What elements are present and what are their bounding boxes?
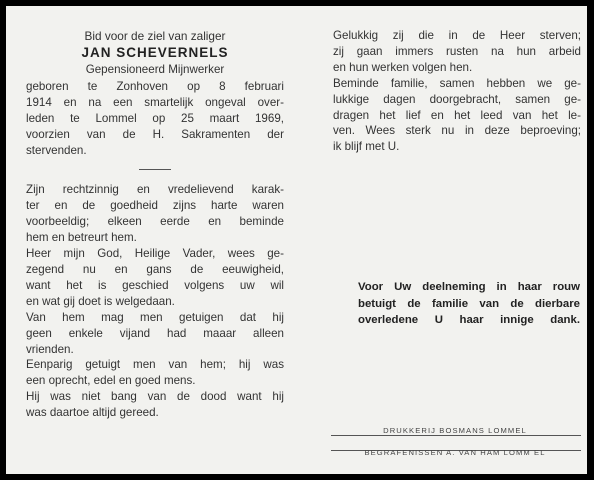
undertaker-credit: BEGRAFENISSEN A. VAN HAM LOMM EL <box>364 448 546 457</box>
deceased-name: JAN SCHEVERNELS <box>81 45 229 60</box>
prayer-heading: Bid voor de ziel van zaliger <box>84 29 226 43</box>
body-line: Heer mijn God, Heilige Vader, wees ge- <box>26 247 284 261</box>
thanks-line: overledene U haar innige dank. <box>358 314 580 326</box>
bio-line: 1914 en na een smartelijk ongeval over- <box>26 95 284 109</box>
body-line: een oprecht, edel en goed mens. <box>26 374 196 388</box>
divider <box>139 169 171 170</box>
body-line: Van hem mag men getuigen dat hij <box>26 310 284 324</box>
thanks-block <box>358 279 580 329</box>
body-line: geen enkele vijand had maaar alleen <box>26 326 284 340</box>
body-line: en hun werken volgen hen. <box>333 60 473 74</box>
bio-line: stervenden. <box>26 143 87 157</box>
body-line: zegend nu en gans de eeuwigheid, <box>26 262 284 276</box>
body-line: zij gaan immers rusten na hun arbeid <box>333 44 581 58</box>
body-line: want het is geschied volgens uw wil <box>26 278 284 292</box>
body-line: Zijn rechtzinnig en vredelievend karak- <box>26 183 284 197</box>
right-column <box>333 28 581 155</box>
footer-rule <box>331 435 581 436</box>
body-line: ik blijf met U. <box>333 140 400 154</box>
bio-line: voorzien van de H. Sakramenten der <box>26 127 284 141</box>
body-line: Hij was niet bang van de dood want hij <box>26 390 284 404</box>
body-line: was daartoe altijd gereed. <box>26 406 159 420</box>
body-line: ter en de goedheid zijns harte waren <box>26 199 284 213</box>
body-line: Eenparig getuigt men van hem; hij was <box>26 358 284 372</box>
thanks-line: betuigt de familie van de dierbare <box>358 297 580 310</box>
thanks-line: Voor Uw deelneming in haar rouw <box>358 281 580 293</box>
left-column <box>26 28 284 421</box>
body-line: dragen het lief en het leed van het le- <box>333 108 581 122</box>
footer <box>328 426 582 435</box>
occupation: Gepensioneerd Mijnwerker <box>85 63 225 76</box>
body-line: vrienden. <box>26 342 74 356</box>
body-line: hem en betreurt hem. <box>26 231 137 245</box>
body-line: ven. Wees sterk nu in deze beproeving; <box>333 124 581 138</box>
body-line: lukkige dagen doorgebracht, samen ge- <box>333 92 581 106</box>
printer-credit: DRUKKERIJ BOSMANS LOMMEL <box>383 426 527 435</box>
bio-line: geboren te Zonhoven op 8 februari <box>26 79 284 93</box>
footer <box>328 448 582 457</box>
body-line: Beminde familie, samen hebben we ge- <box>333 76 581 90</box>
body-line: voorbeeldig; elkeen eerde en beminde <box>26 215 284 229</box>
memorial-card <box>6 6 587 474</box>
body-line: en wat gij doet is welgedaan. <box>26 294 175 308</box>
body-line: Gelukkig zij die in de Heer sterven; <box>333 29 581 42</box>
bio-line: leden te Lommel op 25 maart 1969, <box>26 111 284 125</box>
